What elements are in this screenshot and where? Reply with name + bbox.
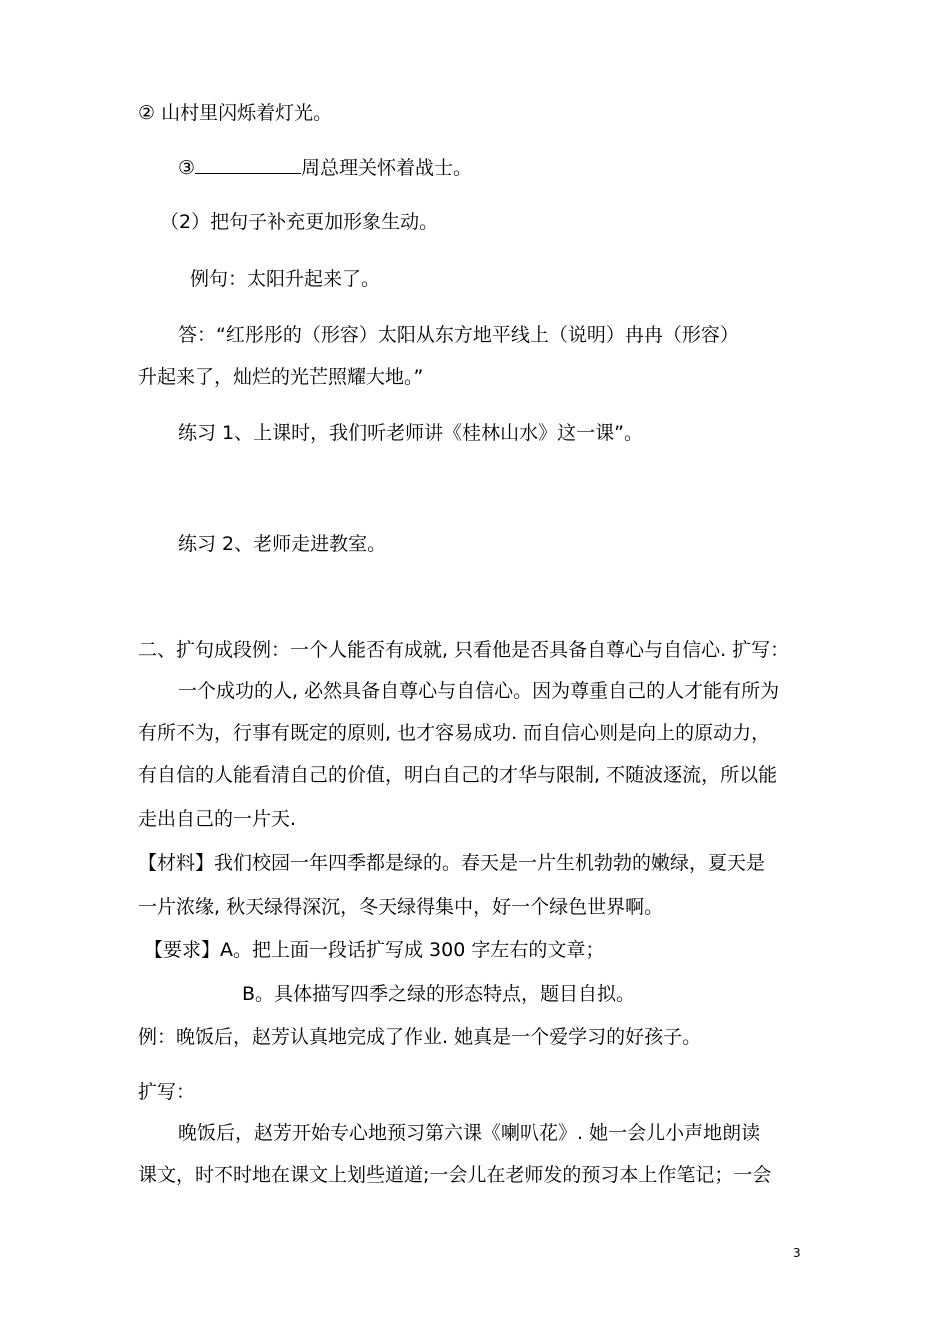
fill-in-blank	[195, 155, 301, 174]
paragraph-line: 有所不为，行事有既定的原则, 也才容易成功. 而自信心则是向上的原动力，	[138, 722, 771, 744]
paragraph-line: 有自信的人能看清自己的价值，明白自己的才华与限制, 不随波逐流，所以能	[138, 764, 778, 786]
example-2: 例：晚饭后，赵芳认真地完成了作业. 她真是一个爱学习的好孩子。	[138, 1026, 702, 1048]
answer-line-2: 升起来了，灿烂的光芒照耀大地。”	[138, 366, 424, 388]
requirement-a: 【要求】A。把上面一段话扩写成 300 字左右的文章；	[144, 939, 605, 961]
material-line-2: 一片浓缘, 秋天绿得深沉，冬天绿得集中，好一个绿色世界啊。	[138, 896, 664, 918]
expand-line-2: 课文，时不时地在课文上划些道道;一会儿在老师发的预习本上作笔记；一会	[138, 1164, 772, 1186]
section-2-heading: （2）把句子补充更加形象生动。	[160, 211, 439, 233]
requirement-b: B。具体描写四季之绿的形态特点，题目自拟。	[242, 983, 636, 1005]
example-sentence: 例句：太阳升起来了。	[190, 268, 381, 290]
answer-line-1: 答：“红彤彤的（形容）太阳从东方地平线上（说明）冉冉（形容）	[178, 324, 739, 346]
practice-1: 练习 1、上课时，我们听老师讲《桂林山水》这一课”。	[178, 422, 643, 444]
practice-2: 练习 2、老师走进教室。	[178, 533, 387, 555]
part-2-heading: 二、扩句成段例：一个人能否有成就, 只看他是否具备自尊心与自信心. 扩写：	[138, 639, 790, 661]
paragraph-line: 走出自己的一片天.	[138, 808, 297, 830]
paragraph-line: 一个成功的人, 必然具备自尊心与自信心。因为尊重自己的人才能有所为	[178, 680, 780, 702]
item-3-sentence	[178, 155, 472, 181]
item-2-sentence: ② 山村里闪烁着灯光。	[138, 102, 333, 124]
item-3-text: 周总理关怀着战士。	[301, 157, 473, 179]
expand-line-1: 晚饭后，赵芳开始专心地预习第六课《喇叭花》. 她一会儿小声地朗读	[178, 1122, 761, 1144]
expand-label: 扩写：	[138, 1081, 196, 1103]
item-3-number: ③	[178, 157, 196, 179]
material-line-1: 【材料】我们校园一年四季都是绿的。春天是一片生机勃勃的嫩绿，夏天是	[138, 852, 766, 874]
page-number: 3	[793, 1246, 801, 1260]
